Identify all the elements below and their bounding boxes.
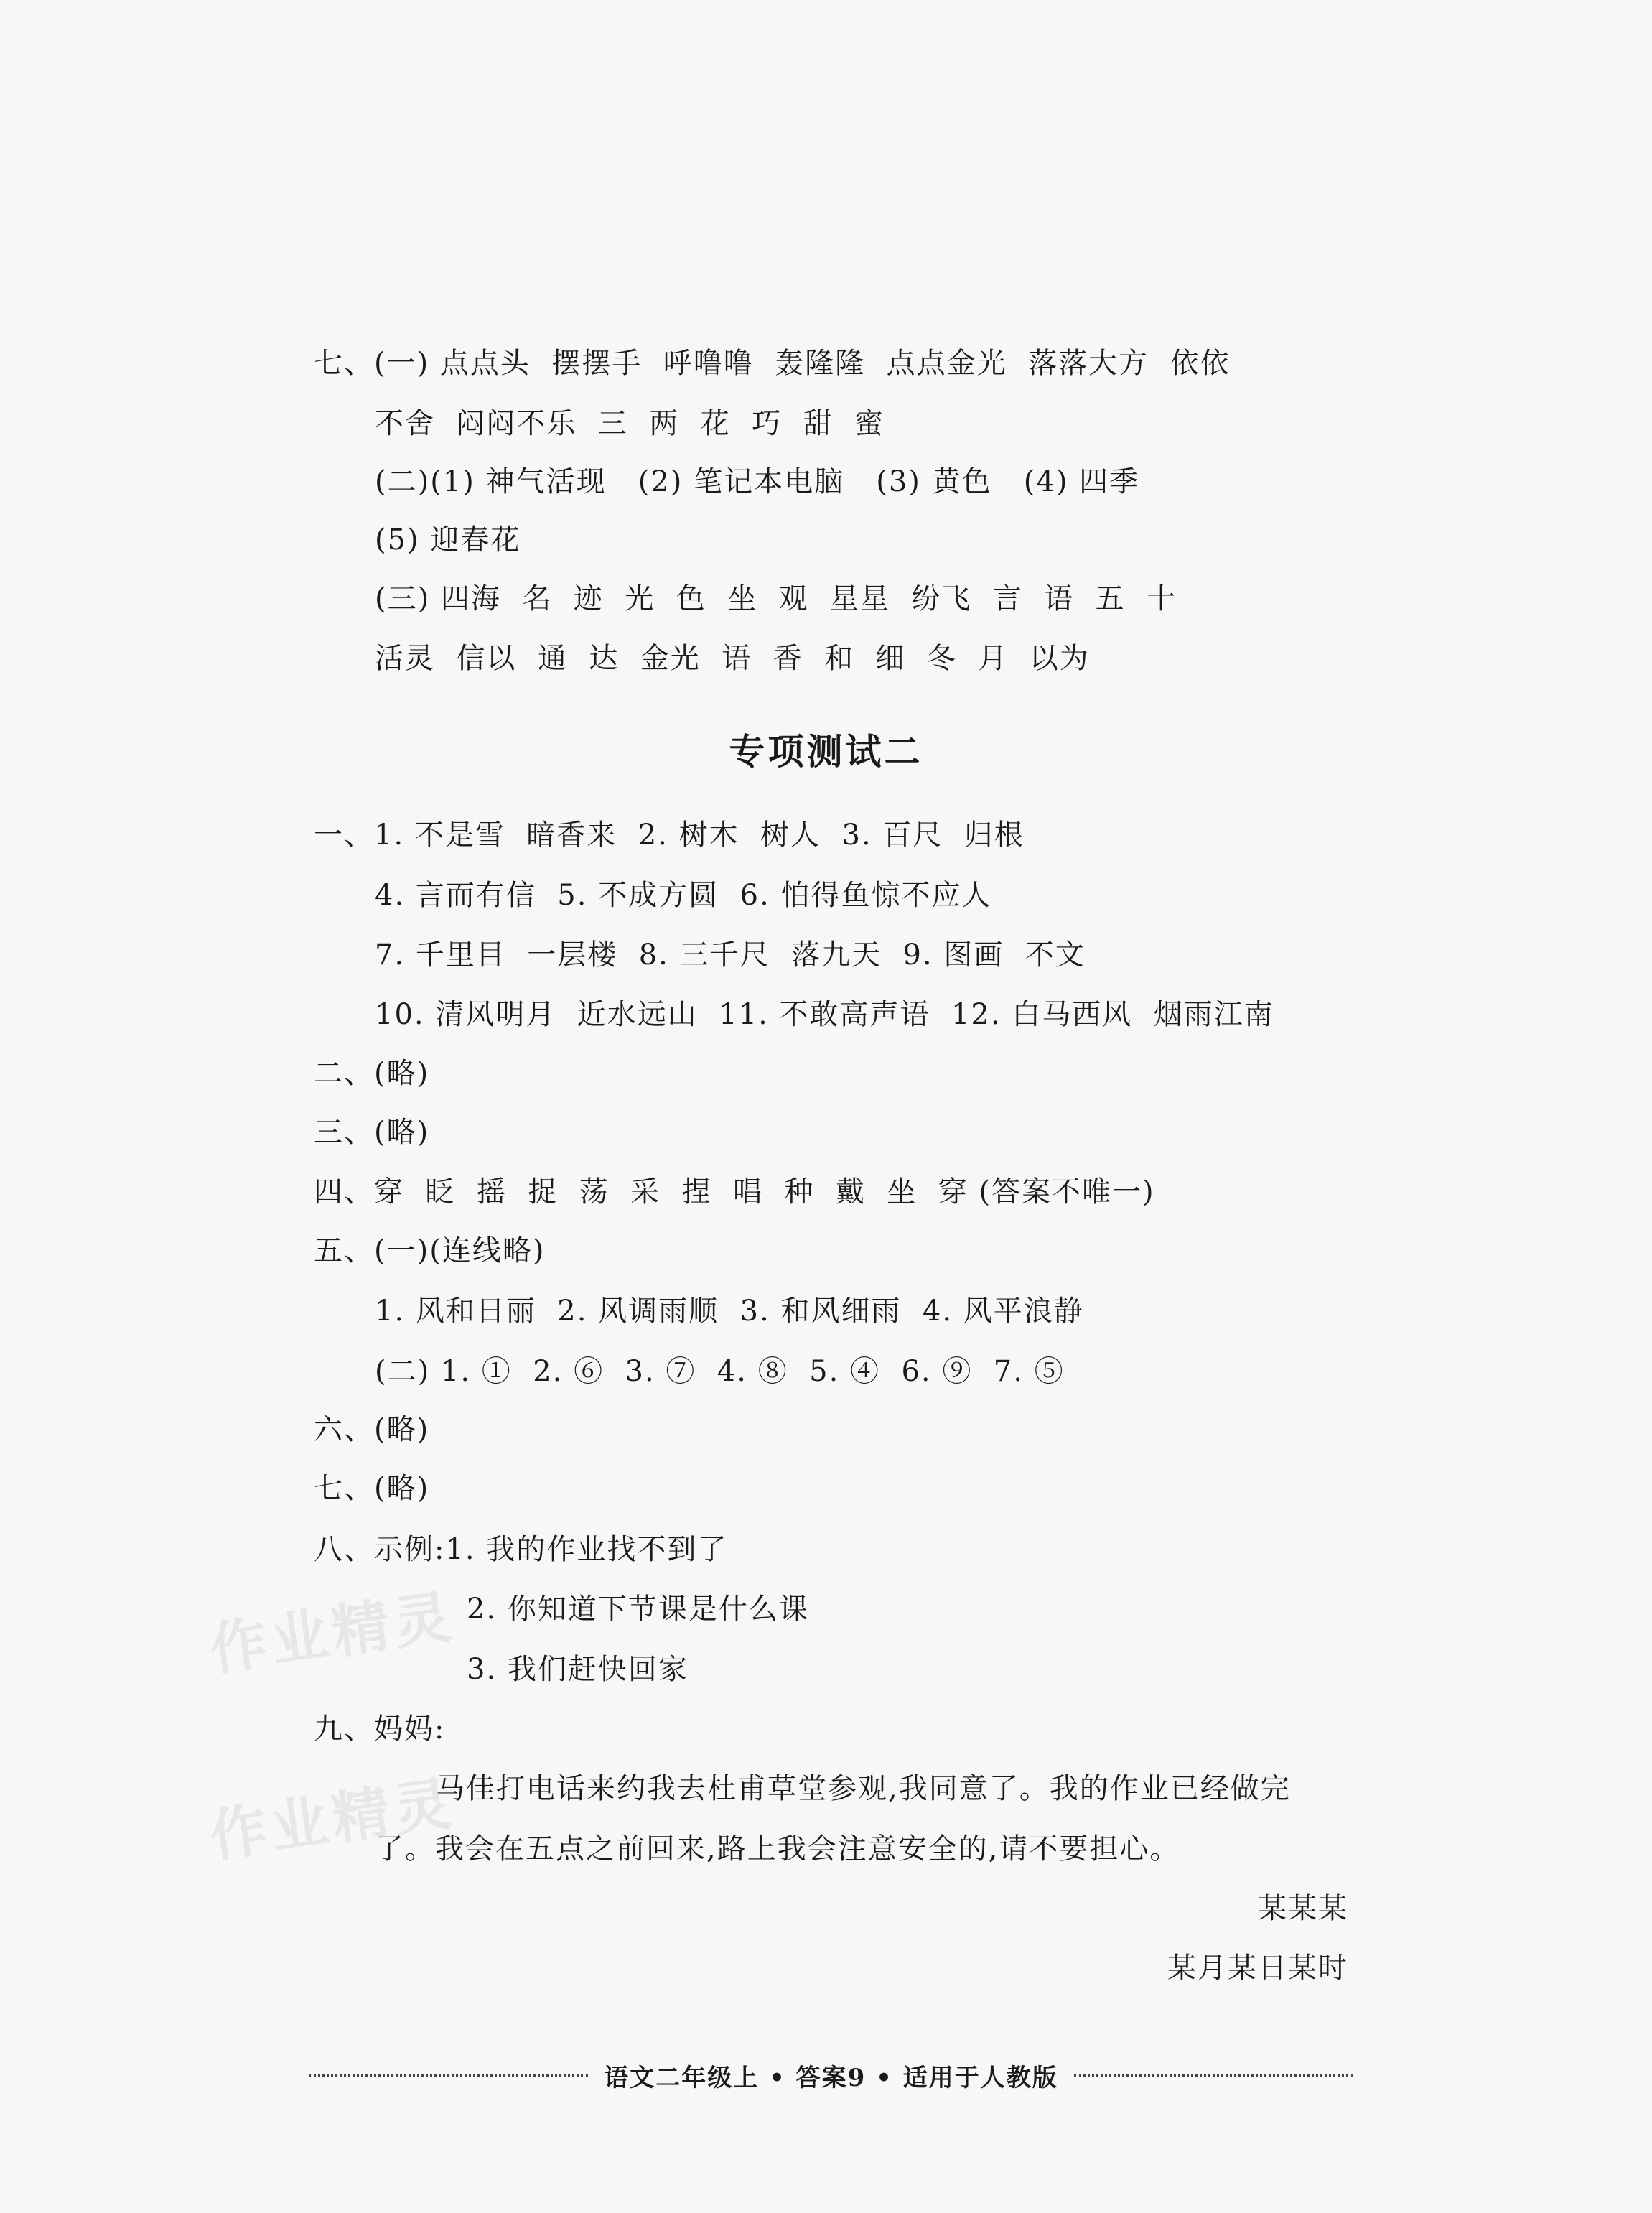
- footer-dots-left: [309, 2074, 588, 2077]
- sec7-line-4: (5) 迎春花: [375, 523, 521, 556]
- watermark-1: 作业精灵: [205, 1583, 459, 1684]
- q8-line-b: 2. 你知道下节课是什么课: [467, 1593, 809, 1626]
- q5-line-c: (二) 1. ① 2. ⑥ 3. ⑦ 4. ⑧ 5. ④ 6. ⑨ 7. ⑤: [375, 1355, 1065, 1388]
- q9-line-c: 了。我会在五点之前回来,路上我会注意安全的,请不要担心。: [375, 1832, 1180, 1865]
- section-title: 专项测试二: [729, 731, 923, 773]
- q4-line: 四、穿 眨 摇 捉 荡 采 捏 唱 种 戴 坐 穿 (答案不唯一): [314, 1175, 1155, 1208]
- q8-line-c: 3. 我们赶快回家: [467, 1653, 689, 1686]
- signature: 某某某: [1258, 1892, 1348, 1925]
- q5-line-a: 五、(一)(连线略): [314, 1234, 546, 1267]
- q1-line-d: 10. 清风明月 近水远山 11. 不敢高声语 12. 白马西风 烟雨江南: [375, 998, 1274, 1031]
- sec7-line-1: 七、(一) 点点头 摆摆手 呼噜噜 轰隆隆 点点金光 落落大方 依依: [314, 347, 1231, 380]
- sec7-line-3: (二)(1) 神气活现 (2) 笔记本电脑 (3) 黄色 (4) 四季: [375, 465, 1140, 498]
- footer-text: 语文二年级上 • 答案9 • 适用于人教版: [604, 2063, 1058, 2092]
- q1-line-a: 一、1. 不是雪 暗香来 2. 树木 树人 3. 百尺 归根: [314, 819, 1025, 852]
- q7-line: 七、(略): [314, 1472, 430, 1505]
- watermark-2: 作业精灵: [205, 1769, 459, 1870]
- sec7-line-6: 活灵 信以 通 达 金光 语 香 和 细 冬 月 以为: [375, 642, 1090, 675]
- date: 某月某日某时: [1167, 1952, 1348, 1985]
- q5-line-b: 1. 风和日丽 2. 风调雨顺 3. 和风细雨 4. 风平浪静: [375, 1295, 1084, 1328]
- q1-line-b: 4. 言而有信 5. 不成方圆 6. 怕得鱼惊不应人: [375, 879, 992, 912]
- footer-dots-right: [1074, 2074, 1353, 2077]
- q9-line-a: 九、妈妈:: [314, 1713, 446, 1746]
- q2-line: 二、(略): [314, 1057, 430, 1090]
- sec7-line-2: 不舍 闷闷不乐 三 两 花 巧 甜 蜜: [375, 407, 885, 440]
- page-footer: [309, 2057, 1353, 2093]
- q6-line: 六、(略): [314, 1413, 430, 1446]
- q8-line-a: 八、示例:1. 我的作业找不到了: [314, 1533, 728, 1566]
- q9-line-b: 马佳打电话来约我去杜甫草堂参观,我同意了。我的作业已经做完: [436, 1772, 1291, 1805]
- q1-line-c: 7. 千里目 一层楼 8. 三千尺 落九天 9. 图画 不文: [375, 938, 1086, 972]
- q3-line: 三、(略): [314, 1116, 430, 1149]
- sec7-line-5: (三) 四海 名 迹 光 色 坐 观 星星 纷飞 言 语 五 十: [375, 582, 1177, 615]
